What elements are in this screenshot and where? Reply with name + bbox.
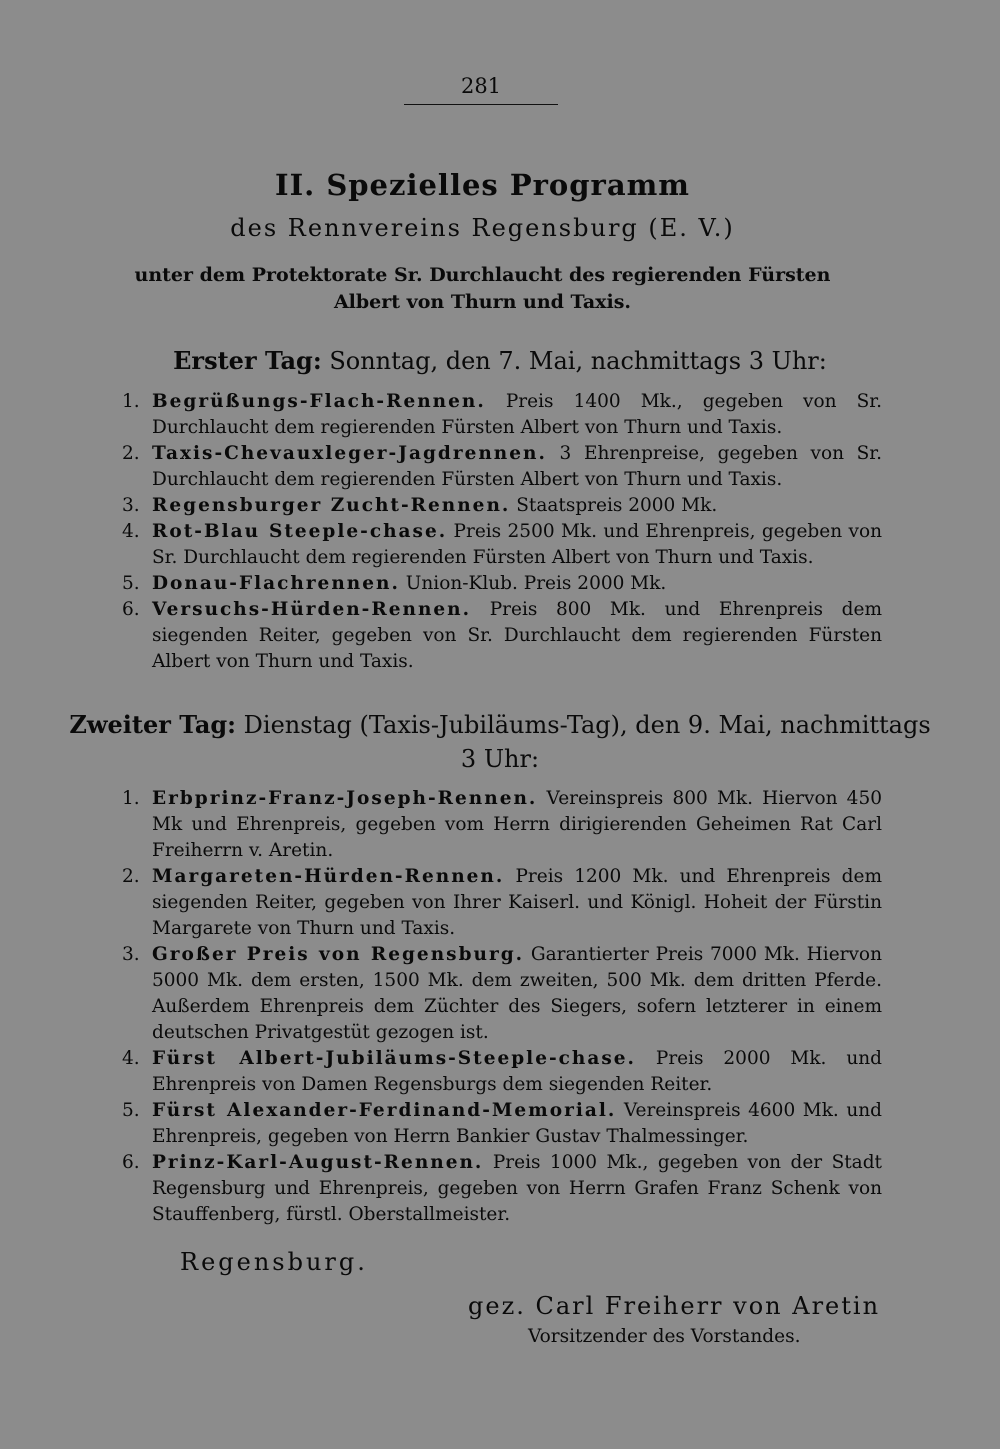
day-one-race-list (122, 389, 882, 675)
race-name: Erbprinz-Franz-Joseph-Rennen. (152, 788, 538, 809)
list-item (122, 1046, 882, 1098)
race-name: Begrüßungs-Flach-Rennen. (152, 391, 486, 412)
page-number: 281 (404, 72, 558, 105)
list-item (122, 441, 882, 493)
race-details: Preis 800 Mk. und Ehrenpreis dem siegenden Reiter, gegeben von Sr. Durchlaucht dem regierenden Fürsten Albert von Thurn und Taxis. (152, 599, 882, 672)
race-name: Donau-Flachrennen. (152, 573, 400, 594)
list-item (122, 493, 882, 519)
race-name: Prinz-Karl-August-Rennen. (152, 1152, 484, 1173)
race-number: 6. (122, 599, 140, 620)
place-line: Regensburg. (180, 1248, 368, 1276)
program-title: II. Spezielles Programm (275, 168, 690, 202)
race-number: 2. (122, 443, 140, 464)
day-two-race-list (122, 786, 882, 1228)
race-details: Staatspreis 2000 Mk. (510, 495, 718, 516)
race-details: Preis 1000 Mk., gegeben von der Stadt Regensburg und Ehrenpreis, gegeben von Herrn Grafen Franz Schenk von Stauffenberg, fürstl. Oberstallmeister. (152, 1152, 882, 1225)
race-name: Fürst Albert-Jubiläums-Steeple-chase. (152, 1048, 636, 1069)
day-two-heading (60, 708, 940, 776)
race-number: 3. (122, 495, 140, 516)
race-number: 4. (122, 521, 140, 542)
race-number: 5. (122, 1100, 140, 1121)
list-item (122, 389, 882, 441)
protectorate-line: unter dem Protektorate Sr. Durchlaucht des regierenden Fürsten Albert von Thurn und Taxis. (134, 264, 831, 313)
list-item (122, 1098, 882, 1150)
list-item (122, 1150, 882, 1228)
day-one-date: Sonntag, den 7. Mai, nachmittags 3 Uhr: (321, 347, 827, 375)
race-number: 1. (122, 391, 140, 412)
race-details: Preis 1400 Mk., gegeben von Sr. Durchlaucht dem regierenden Fürsten Albert von Thurn und Taxis. (152, 391, 882, 438)
race-number: 1. (122, 788, 140, 809)
race-name: Versuchs-Hürden-Rennen. (152, 599, 472, 620)
race-details: Vereinspreis 800 Mk. Hiervon 450 Mk und Ehrenpreis, gegeben vom Herrn dirigierenden Geheimen Rat Carl Freiherrn v. Aretin. (152, 788, 882, 861)
race-details: Garantierter Preis 7000 Mk. Hiervon 5000 Mk. dem ersten, 1500 Mk. dem zweiten, 500 Mk. dem dritten Pferde. Außerdem Ehrenpreis dem Züchter des Siegers, sofern letzterer in einem deutschen Privatgestüt gezogen ist. (152, 944, 882, 1043)
day-two-date: Dienstag (Taxis-Jubiläums-Tag), den 9. Mai, nachmittags 3 Uhr: (236, 711, 931, 773)
race-details: Preis 1200 Mk. und Ehrenpreis dem siegenden Reiter, gegeben von Ihrer Kaiserl. und Königl. Hoheit der Fürstin Margarete von Thurn und Taxis. (152, 866, 882, 939)
list-item (122, 786, 882, 864)
race-number: 3. (122, 944, 140, 965)
day-one-label: Erster Tag: (173, 346, 322, 375)
race-number: 2. (122, 866, 140, 887)
race-number: 6. (122, 1152, 140, 1173)
race-name: Taxis-Chevauxleger-Jagdrennen. (152, 443, 547, 464)
race-name: Rot-Blau Steeple-chase. (152, 521, 448, 542)
signature-role: Vorsitzender des Vorstandes. (528, 1326, 801, 1347)
day-one-heading (60, 344, 940, 378)
signature: gez. Carl Freiherr von Aretin (468, 1292, 881, 1320)
list-item (122, 519, 882, 571)
race-details: Preis 2500 Mk. und Ehrenpreis, gegeben von Sr. Durchlaucht dem regierenden Fürsten Albert von Thurn und Taxis. (152, 521, 882, 568)
race-name: Großer Preis von Regensburg. (152, 944, 525, 965)
list-item (122, 571, 882, 597)
program-subtitle: des Rennvereins Regensburg (E. V.) (230, 214, 735, 242)
race-number: 4. (122, 1048, 140, 1069)
race-name: Regensburger Zucht-Rennen. (152, 495, 511, 516)
list-item (122, 942, 882, 1046)
race-name: Fürst Alexander-Ferdinand-Memorial. (152, 1100, 617, 1121)
race-details: Union-Klub. Preis 2000 Mk. (399, 573, 667, 594)
race-name: Margareten-Hürden-Rennen. (152, 866, 505, 887)
race-number: 5. (122, 573, 140, 594)
day-two-label: Zweiter Tag: (69, 710, 237, 739)
race-details: Preis 2000 Mk. und Ehrenpreis von Damen Regensburgs dem siegenden Reiter. (152, 1048, 882, 1095)
list-item (122, 597, 882, 675)
list-item (122, 864, 882, 942)
race-details: Vereinspreis 4600 Mk. und Ehrenpreis, gegeben von Herrn Bankier Gustav Thalmessinger. (152, 1100, 882, 1147)
race-details: 3 Ehrenpreise, gegeben von Sr. Durchlaucht dem regierenden Fürsten Albert von Thurn und Taxis. (152, 443, 882, 490)
